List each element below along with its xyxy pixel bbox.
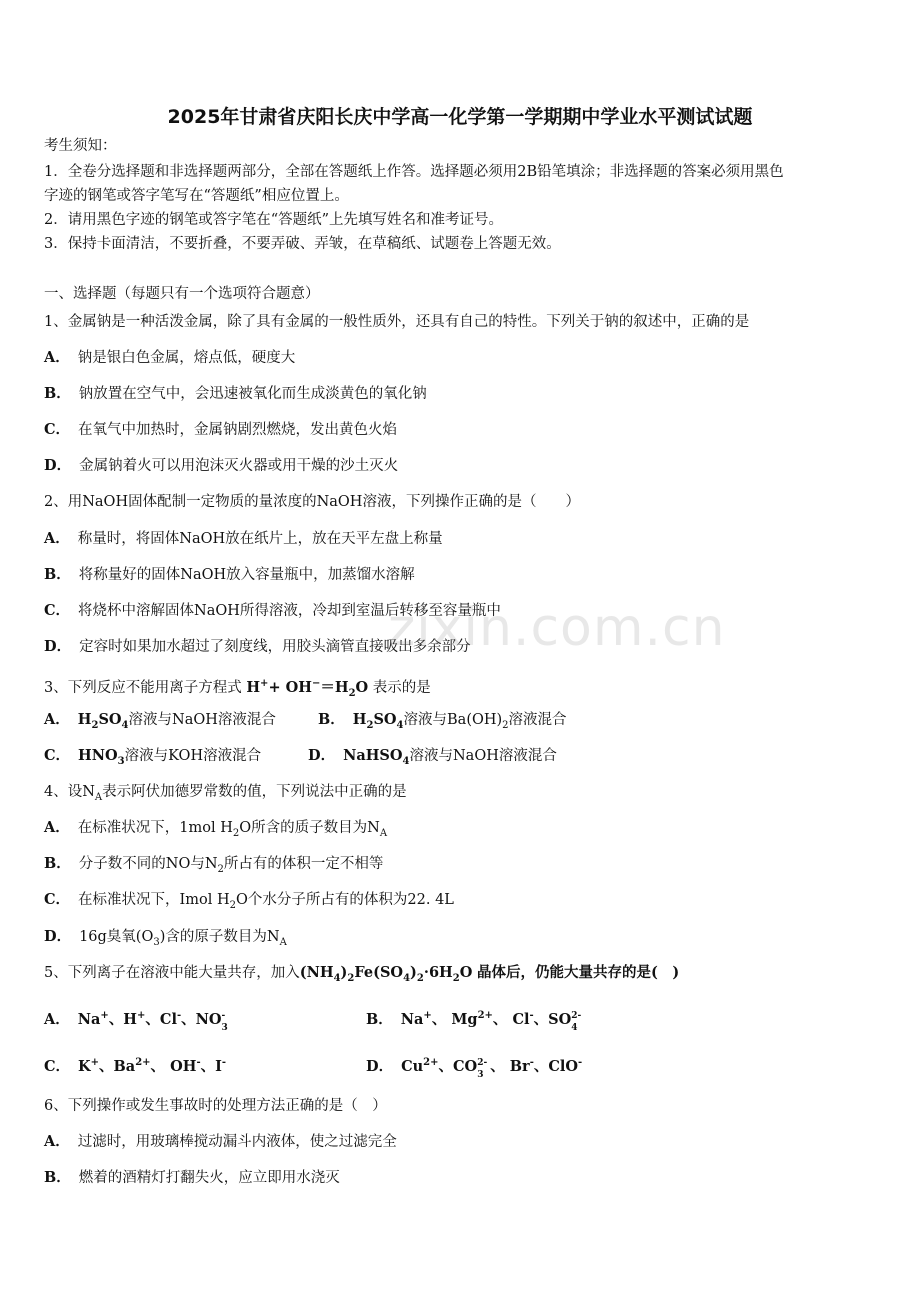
q2-option-b: B． 将称量好的固体NaOH放入容量瓶中，加蒸馏水溶解 xyxy=(44,566,415,583)
q5-option-b: B． Na+、 $Mg^{2+}$、 Cl-、SO 2- 4 xyxy=(366,1010,582,1033)
q6-option-a: A． 过滤时，用玻璃棒搅动漏斗内液体，使之过滤完全 xyxy=(44,1133,397,1150)
watermark: zixin.com.cn xyxy=(388,598,726,658)
q1-option-d: D． 金属钠着火可以用泡沫灭火器或用干燥的沙土灭火 xyxy=(44,457,399,474)
q3-option-b: B． $H_2SO_4$溶液与$Ba(OH)_2$溶液混合 xyxy=(318,711,567,731)
q2-stem: 2、用NaOH固体配制一定物质的量浓度的NaOH溶液，下列操作正确的是（ ） xyxy=(44,494,580,510)
q1-option-b: B． 钠放置在空气中，会迅速被氧化而生成淡黄色的氧化钠 xyxy=(44,385,427,402)
q4-option-b: B． 分子数不同的NO与$N_2$所占有的体积一定不相等 xyxy=(44,855,384,875)
page-title: 2025年甘肃省庆阳长庆中学高一化学第一学期期中学业水平测试试题 xyxy=(167,106,753,128)
q1-stem: 1、金属钠是一种活泼金属，除了具有金属的一般性质外，还具有自己的特性。下列关于钠的叙述中，正确的是 xyxy=(44,314,750,330)
notice-heading: 考生须知： xyxy=(44,138,117,154)
q1-option-a: A． 钠是银白色金属，熔点低，硬度大 xyxy=(44,349,296,366)
q4-option-d: D． 16g臭氧$(O_3)$含的原子数目为$N_A$ xyxy=(44,928,287,948)
q6-stem: 6、下列操作或发生事故时的处理方法正确的是（ ） xyxy=(44,1098,387,1114)
q3-option-c: C． $HNO_3$溶液与KOH溶液混合 xyxy=(44,747,262,767)
notice-line-4: 3．保持卡面清洁，不要折叠，不要弄破、弄皱，在草稿纸、试题卷上答题无效。 xyxy=(44,236,561,252)
q1-option-c: C． 在氧气中加热时，金属钠剧烈燃烧，发出黄色火焰 xyxy=(44,421,398,438)
q3-option-a: A． $H_2SO_4$溶液与NaOH溶液混合 xyxy=(44,711,276,731)
q4-stem: 4、设$N_A$表示阿伏加德罗常数的值，下列说法中正确的是 xyxy=(44,784,407,803)
q4-option-c: C． 在标准状况下，Imol $H_2O$个水分子所占有的体积为22. 4L xyxy=(44,891,454,911)
q4-option-a: A． 在标准状况下，1mol $H_2O$所含的质子数目为$N_A$ xyxy=(44,819,388,839)
section-heading: 一、选择题（每题只有一个选项符合题意） xyxy=(44,286,320,302)
q2-option-d: D． 定容时如果加水超过了刻度线，用胶头滴管直接吸出多余部分 xyxy=(44,638,471,655)
q5-option-a: A． Na+、H+、Cl-、NO - 3 xyxy=(44,1010,228,1033)
notice-line-3: 2．请用黑色字迹的钢笔或答字笔在“答题纸”上先填写姓名和准考证号。 xyxy=(44,212,504,228)
notice-line-2: 字迹的钢笔或答字笔写在“答题纸”相应位置上。 xyxy=(44,188,349,204)
q3-option-d: D． NaHSO$_4$溶液与NaOH溶液混合 xyxy=(308,747,557,767)
q5-stem: 5、下列离子在溶液中能大量共存，加入$(NH_4)_2Fe(SO_4)_2\cdot 6H_2O$ 晶体后，仍能大量共存的是( ) xyxy=(44,964,680,984)
q2-option-c: C． 将烧杯中溶解固体NaOH所得溶液，冷却到室温后转移至容量瓶中 xyxy=(44,602,501,619)
q2-option-a: A． 称量时，将固体NaOH放在纸片上，放在天平左盘上称量 xyxy=(44,530,443,547)
notice-line-1: 1．全卷分选择题和非选择题两部分，全部在答题纸上作答。选择题必须用2B铅笔填涂；非选择题的答案必须用黑色 xyxy=(44,164,784,180)
q5-option-d: D． $Cu^{2+}$、CO 2- 3 、 Br-、ClO- xyxy=(366,1057,583,1080)
q6-option-b: B． 燃着的酒精灯打翻失火，应立即用水浇灭 xyxy=(44,1169,340,1186)
q3-stem: 3、下列反应不能用离子方程式 $H^++ OH^-=H_2O$ 表示的是 xyxy=(44,678,431,699)
q5-option-c: C． K+、$Ba^{2+}$、 OH-、I- xyxy=(44,1057,227,1075)
